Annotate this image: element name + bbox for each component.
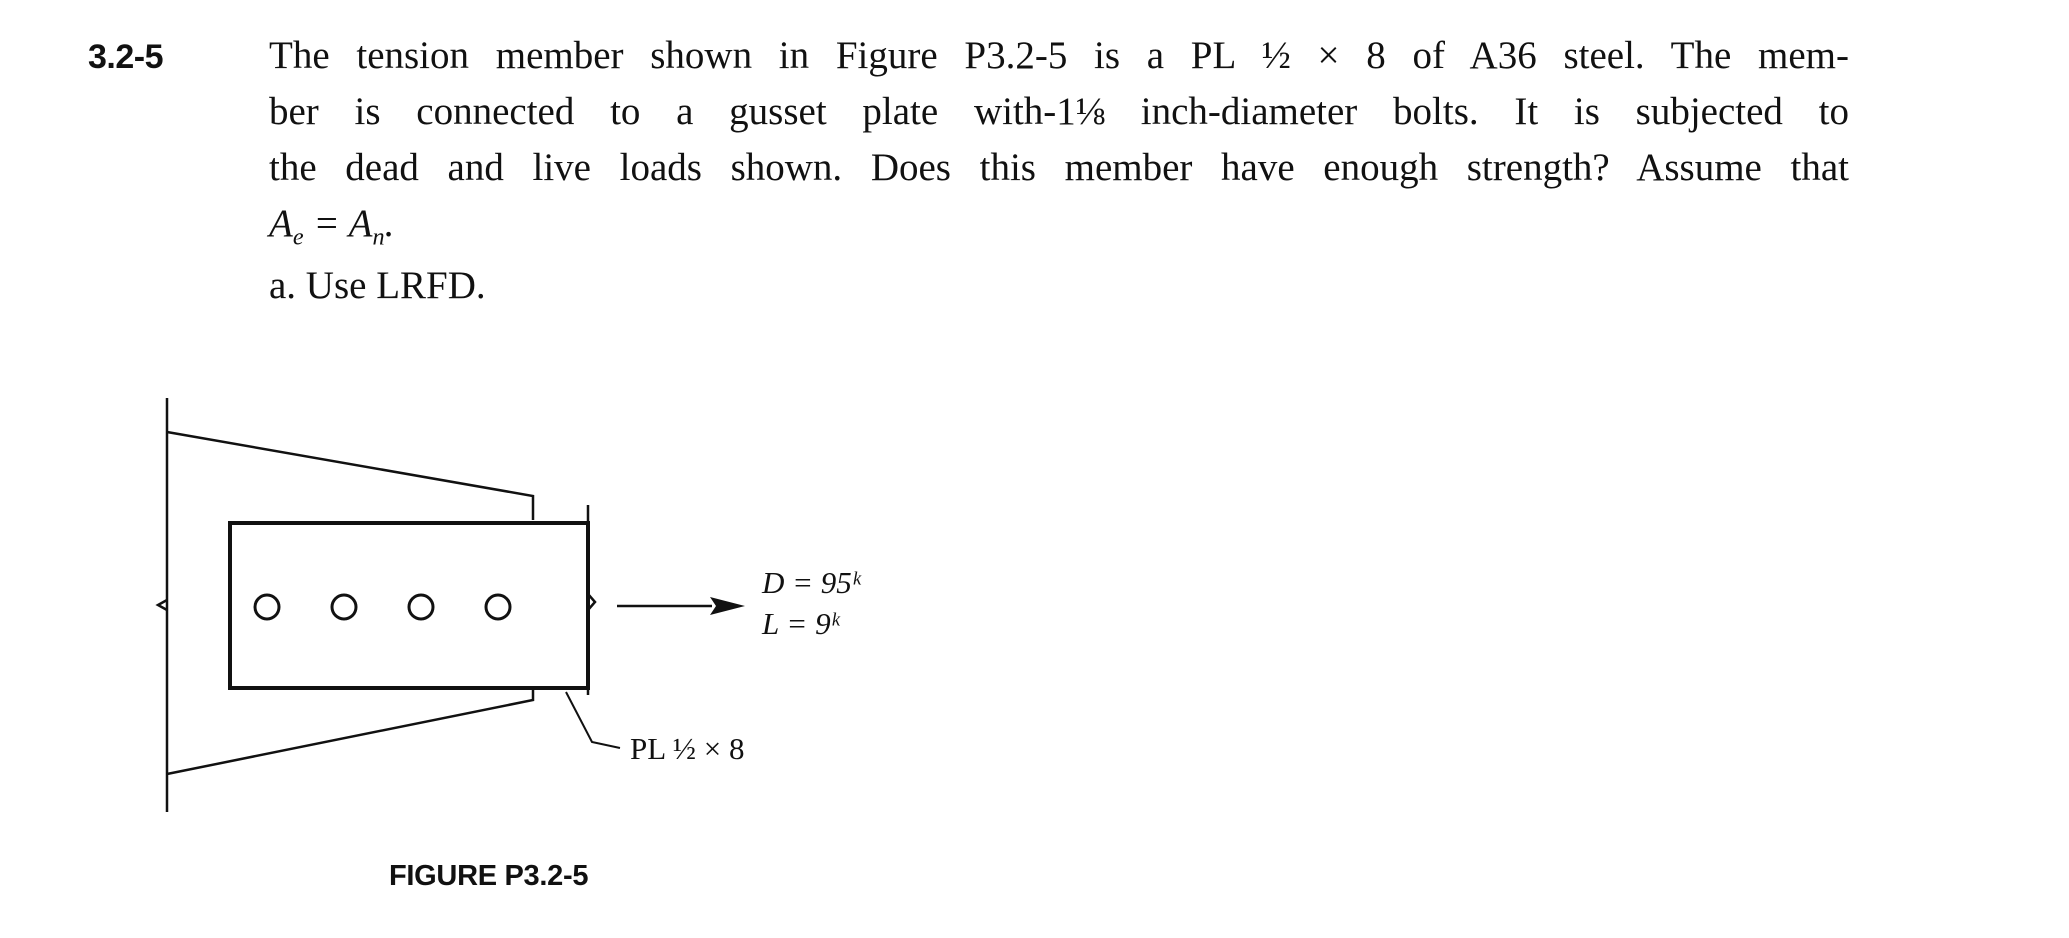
problem-line-3: the dead and live loads shown. Does this member have enough strength? Assume that [269, 146, 1849, 189]
bolt-holes [255, 595, 510, 619]
plate-leader-line [566, 692, 620, 748]
gusset-break-mark [158, 600, 167, 610]
gusset-top-edge [167, 432, 533, 520]
problem-line-2: ber is connected to a gusset plate with-1⅛ inch-diameter bolts. It is subjected to [269, 90, 1849, 133]
eq-lhs-sub: e [292, 223, 304, 251]
dead-load-label: D = 95ᵏ [762, 565, 861, 600]
arrow-head [710, 597, 745, 615]
bolt-hole [332, 595, 356, 619]
problem-number: 3.2-5 [88, 38, 163, 76]
figure-caption: FIGURE P3.2-5 [389, 860, 589, 892]
bolt-hole [409, 595, 433, 619]
eq-end: . [384, 202, 395, 245]
load-arrow [617, 597, 745, 615]
eq-lhs: A [269, 202, 293, 245]
part-a: a. Use LRFD. [269, 264, 486, 307]
gusset-plate [158, 398, 533, 812]
bolt-hole [255, 595, 279, 619]
eq-rhs-sub: n [372, 223, 385, 251]
eq-mid: = A [303, 202, 373, 245]
gusset-bottom-edge [167, 688, 533, 774]
problem-line-1: The tension member shown in Figure P3.2-5 is a PL ½ × 8 of A36 steel. The mem- [269, 34, 1849, 77]
bolt-hole [486, 595, 510, 619]
plate-label: PL ½ × 8 [630, 731, 745, 766]
live-load-label: L = 9ᵏ [762, 606, 840, 641]
